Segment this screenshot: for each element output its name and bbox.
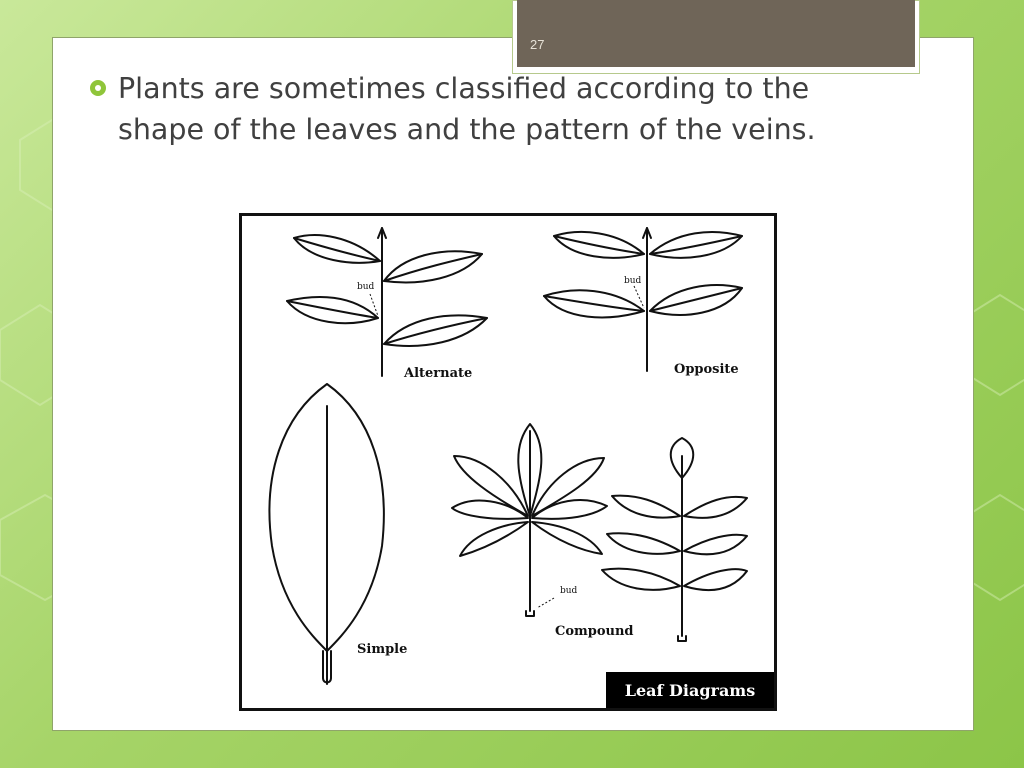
label-simple: Simple [357, 642, 408, 657]
label-compound: Compound [555, 624, 634, 639]
bullet-icon [90, 80, 106, 96]
bud-label-compound: bud [560, 586, 578, 596]
bud-label-opposite: bud [624, 276, 642, 286]
leaf-diagrams-illustration-icon [242, 216, 774, 708]
bud-label-alternate: bud [357, 282, 375, 292]
label-opposite: Opposite [674, 362, 739, 377]
label-alternate: Alternate [404, 366, 473, 381]
leaf-diagrams-figure [239, 213, 777, 711]
slide-number: 27 [530, 37, 545, 52]
figure-caption: Leaf Diagrams [606, 672, 774, 708]
bullet-text: Plants are sometimes classified according to the shape of the leaves and the pattern of the veins. [118, 72, 816, 146]
slide-number-tab [517, 0, 915, 67]
